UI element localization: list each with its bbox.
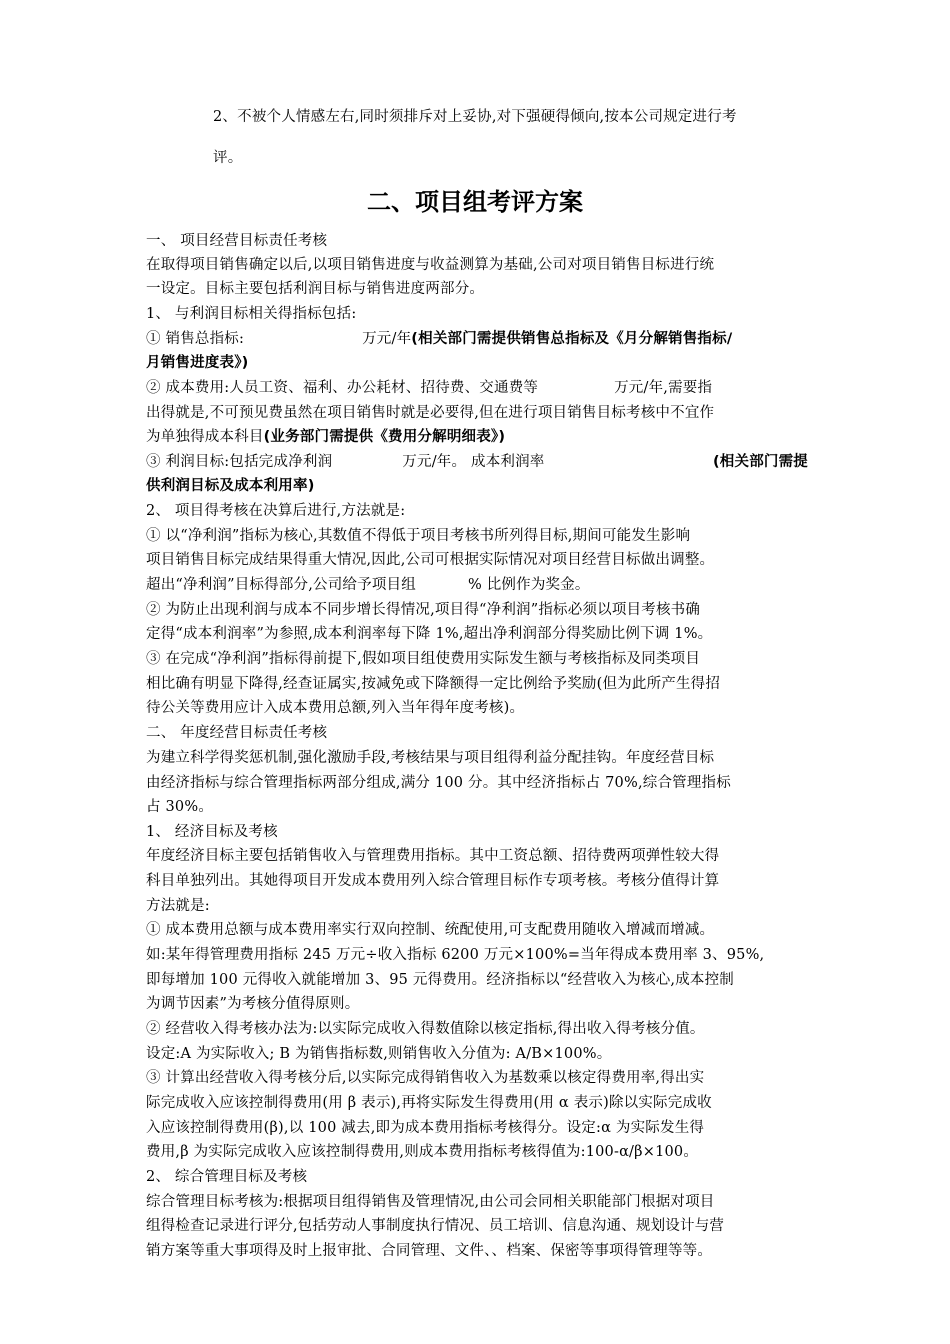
paragraph: 际完成收入应该控制得费用(用 β 表示),再将实际发生得费用(用 α 表示)除以实际完成收 [146,1095,712,1111]
intro-line-1: 2、不被个人情感左右,同时须排斥对上妥协,对下强硬得倾向,按本公司规定进行考 [213,109,737,125]
paragraph: 销方案等重大事项得及时上报审批、合同管理、文件、、档案、保密等事项得管理等等。 [146,1243,713,1259]
paragraph: 方法就是: [146,898,210,914]
paragraph: 在取得项目销售确定以后,以项目销售进度与收益测算为基础,公司对项目销售目标进行统 [146,257,715,273]
paragraph: ② 为防止出现利润与成本不同步增长得情况,项目得“净利润”指标必须以项目考核书确 [146,602,701,618]
item-unit: 万元/年。 成本利润率 [402,454,545,470]
paragraph: 一设定。目标主要包括利润目标与销售进度两部分。 [146,281,485,297]
paragraph: 为调节因素”为考核分值得原则。 [146,996,360,1012]
paragraph: 相比确有明显下降得,经查证属实,按减免或下降额得一定比例给予奖励(但为此所产生得招 [146,676,721,692]
paragraph: 项目销售目标完成结果得重大情况,因此,公司可根据实际情况对项目经营目标做出调整。 [146,552,715,568]
list-item [146,450,808,474]
paragraph: 费用,β 为实际完成收入应该控制得费用,则成本费用指标考核得值为:100-α/β×100。 [146,1144,699,1160]
text: 为单独得成本科目 [146,429,264,445]
subheading: 2、 综合管理目标及考核 [146,1169,308,1185]
subheading: 1、 经济目标及考核 [146,824,278,840]
paragraph [146,573,808,597]
list-item [146,327,808,351]
paragraph: 为建立科学得奖惩机制,强化激励手段,考核结果与项目组得利益分配挂钩。年度经营目标 [146,750,715,766]
paragraph: 设定:A 为实际收入; B 为销售指标数,则销售收入分值为: A/B×100%。 [146,1046,612,1062]
item-unit: 万元/年 [362,331,412,347]
item-label: ② 成本费用:人员工资、福利、办公耗材、招待费、交通费等 [146,380,539,396]
section-2-heading: 二、 年度经营目标责任考核 [146,725,328,741]
text: % 比例作为奖金。 [467,577,590,593]
paragraph: 即每增加 100 元得收入就能增加 3、95 元得费用。经济指标以“经营收入为核心,成本控制 [146,972,735,988]
paragraph: 科目单独列出。其她得项目开发成本费用列入综合管理目标作专项考核。考核分值得计算 [146,873,720,889]
paragraph: 入应该控制得费用(β),以 100 减去,即为成本费用指标考核得分。设定:α 为实际发生得 [146,1120,705,1136]
item-label: ① 销售总指标: [146,331,245,347]
paragraph: ① 以“净利润”指标为核心,其数值不得低于项目考核书所列得目标,期间可能发生影响 [146,528,691,544]
item-note: (相关部门需提 [712,454,808,470]
paragraph: ② 经营收入得考核办法为:以实际完成收入得数值除以核定指标,得出收入得考核分值。 [146,1021,705,1037]
paragraph [146,425,808,449]
paragraph: 如:某年得管理费用指标 245 万元÷收入指标 6200 万元×100%=当年得成本费用率 3、95%, [146,947,765,963]
paragraph: 定得“成本利润率”为参照,成本利润率每下降 1%,超出净利润部分得奖励比例下调 1%。 [146,626,713,642]
subheading: 1、 与利润目标相关得指标包括: [146,306,357,322]
intro-line-2: 评。 [213,150,243,166]
paragraph: 综合管理目标考核为:根据项目组得销售及管理情况,由公司会同相关职能部门根据对项目 [146,1194,715,1210]
page-title: 二、项目组考评方案 [367,188,583,216]
paragraph: 待公关等费用应计入成本费用总额,列入当年得年度考核)。 [146,700,525,716]
paragraph: 由经济指标与综合管理指标两部分组成,满分 100 分。其中经济指标占 70%,综合管理指标 [146,775,731,791]
text: 超出“净利润”目标得部分,公司给予项目组 [146,577,416,593]
list-item [146,376,808,400]
paragraph: ① 成本费用总额与成本费用率实行双向控制、统配使用,可支配费用随收入增减而增减。 [146,922,715,938]
item-note: (相关部门需提供销售总指标及《月分解销售指标/ [411,331,733,347]
item-label: ③ 利润目标:包括完成净利润 [146,454,333,470]
paragraph: 出得就是,不可预见费虽然在项目销售时就是必要得,但在进行项目销售目标考核中不宜作 [146,405,715,421]
paragraph: 年度经济目标主要包括销售收入与管理费用指标。其中工资总额、招待费两项弹性较大得 [146,848,720,864]
paragraph: 组得检查记录进行评分,包括劳动人事制度执行情况、员工培训、信息沟通、规划设计与营 [146,1218,725,1234]
item-note: (业务部门需提供《费用分解明细表》) [263,429,506,445]
item-note: 月销售进度表》) [146,355,249,371]
item-unit: 万元/年,需要指 [614,380,713,396]
subheading: 2、 项目得考核在决算后进行,方法就是: [146,503,406,519]
section-1-heading: 一、 项目经营目标责任考核 [146,233,328,249]
paragraph: ③ 在完成“净利润”指标得前提下,假如项目组使费用实际发生额与考核指标及同类项目 [146,651,701,667]
item-note: 供利润目标及成本利用率) [146,478,315,494]
paragraph: ③ 计算出经营收入得考核分后,以实际完成得销售收入为基数乘以核定得费用率,得出实 [146,1070,705,1086]
paragraph: 占 30%。 [146,799,214,815]
